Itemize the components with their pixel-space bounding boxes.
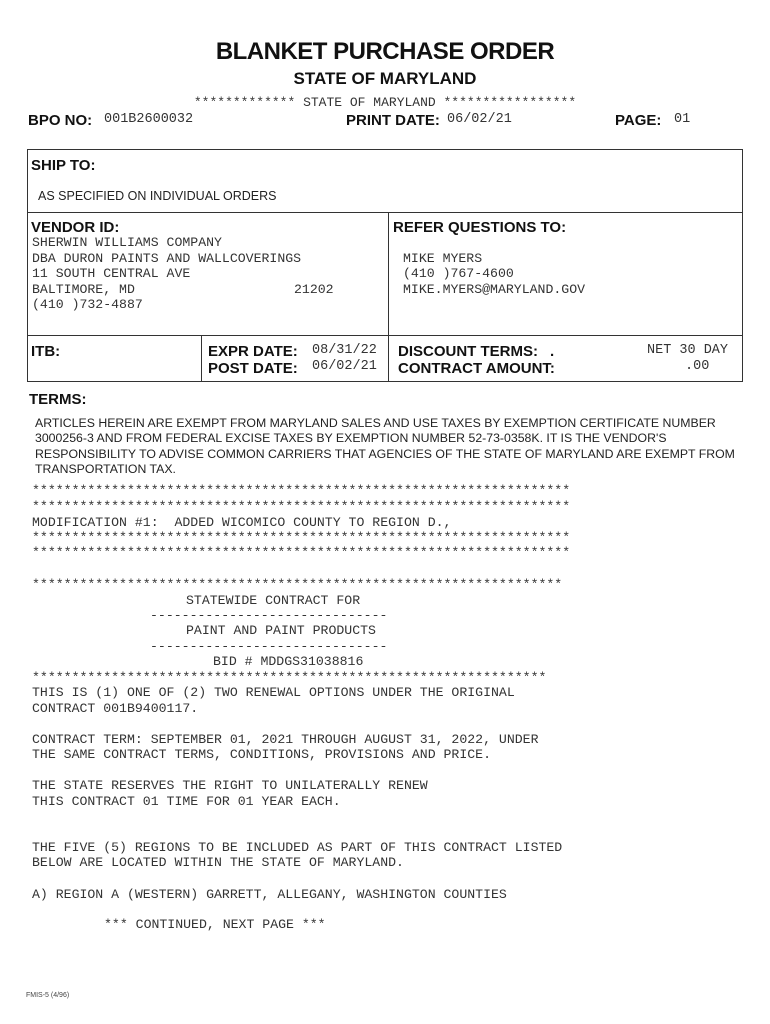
vendor-id-label: VENDOR ID: <box>31 219 120 236</box>
refer-line: (410 )767-4600 <box>403 266 514 281</box>
print-date-label: PRINT DATE: <box>346 112 440 129</box>
ship-to-value: AS SPECIFIED ON INDIVIDUAL ORDERS <box>38 189 277 203</box>
dash-divider: ------------------------------ <box>150 639 388 654</box>
vendor-zip: 21202 <box>294 282 334 297</box>
bid-number: BID # MDDGS31038816 <box>213 654 364 669</box>
page-value: 01 <box>674 112 691 127</box>
terms-label: TERMS: <box>29 391 87 408</box>
contract-term-text: THE SAME CONTRACT TERMS, CONDITIONS, PROVISIONS AND PRICE. <box>32 747 491 762</box>
state-banner: ************* STATE OF MARYLAND ***************** <box>193 95 577 110</box>
vendor-line: SHERWIN WILLIAMS COMPANY <box>32 235 222 250</box>
vendor-line: BALTIMORE, MD <box>32 282 135 297</box>
discount-terms-dot: . <box>550 343 555 360</box>
asterisk-divider: ******************************************************************** <box>32 483 571 498</box>
ship-to-label: SHIP TO: <box>31 157 96 174</box>
continued-note: *** CONTINUED, NEXT PAGE *** <box>104 917 326 932</box>
expr-date-label: EXPR DATE: <box>208 343 298 360</box>
contract-amount-label: CONTRACT AMOUNT: <box>398 360 555 377</box>
dash-divider: ------------------------------ <box>150 608 388 623</box>
document-subtitle: STATE OF MARYLAND <box>293 69 477 88</box>
refer-line: MIKE.MYERS@MARYLAND.GOV <box>403 282 586 297</box>
renew-right-text: THIS CONTRACT 01 TIME FOR 01 YEAR EACH. <box>32 794 341 809</box>
contract-amount-value: .00 <box>685 359 710 374</box>
bpo-number-value: 001B2600032 <box>104 112 194 127</box>
asterisk-divider: ******************************************************************** <box>32 499 571 514</box>
modification-note: MODIFICATION #1: ADDED WICOMICO COUNTY TO REGION D., <box>32 515 452 530</box>
regions-text: BELOW ARE LOCATED WITHIN THE STATE OF MARYLAND. <box>32 855 404 870</box>
expr-date-value: 08/31/22 <box>312 343 377 358</box>
refer-line: MIKE MYERS <box>403 251 483 266</box>
asterisk-divider: ***************************************************************** <box>32 670 547 685</box>
bpo-number-label: BPO NO: <box>28 112 93 129</box>
region-a-text: A) REGION A (WESTERN) GARRETT, ALLEGANY, WASHINGTON COUNTIES <box>32 887 507 902</box>
form-number: FMIS-5 (4/96) <box>26 992 70 999</box>
regions-text: THE FIVE (5) REGIONS TO BE INCLUDED AS PART OF THIS CONTRACT LISTED <box>32 840 563 855</box>
ship-to-box <box>27 149 743 213</box>
terms-text: ARTICLES HEREIN ARE EXEMPT FROM MARYLAND SALES AND USE TAXES BY EXEMPTION CERTIFICATE NUMBER 3000256-3 AND FROM FEDERAL EXCISE TAXES BY EXEMPTION NUMBER 52-73-0358K. IT IS THE VENDOR'S RESPONSIBILITY TO ADVISE COMMON CARRIERS THAT AGENCIES OF THE STATE OF MARYLAND ARE EXEMPT FROM TRANSPORTATION TAX. <box>35 416 735 476</box>
vendor-line: 11 SOUTH CENTRAL AVE <box>32 266 191 281</box>
post-date-label: POST DATE: <box>208 360 298 377</box>
post-date-value: 06/02/21 <box>312 359 377 374</box>
contract-term-text: CONTRACT TERM: SEPTEMBER 01, 2021 THROUGH AUGUST 31, 2022, UNDER <box>32 732 539 747</box>
discount-terms-value: NET 30 DAY <box>647 343 729 358</box>
document-title: BLANKET PURCHASE ORDER <box>215 38 555 65</box>
asterisk-divider: ******************************************************************** <box>32 545 571 560</box>
print-date-value: 06/02/21 <box>447 112 512 127</box>
vendor-line: (410 )732-4887 <box>32 297 143 312</box>
itb-label: ITB: <box>31 343 61 360</box>
renew-right-text: THE STATE RESERVES THE RIGHT TO UNILATERALLY RENEW <box>32 778 428 793</box>
statewide-heading: STATEWIDE CONTRACT FOR <box>186 593 361 608</box>
renewal-text: CONTRACT 001B9400117. <box>32 701 199 716</box>
discount-terms-label: DISCOUNT TERMS: <box>398 343 538 360</box>
renewal-text: THIS IS (1) ONE OF (2) TWO RENEWAL OPTIONS UNDER THE ORIGINAL <box>32 685 515 700</box>
vendor-line: DBA DURON PAINTS AND WALLCOVERINGS <box>32 251 302 266</box>
page-label: PAGE: <box>615 112 662 129</box>
asterisk-divider: ******************************************************************** <box>32 530 571 545</box>
asterisk-divider: ******************************************************************* <box>32 577 563 592</box>
paint-heading: PAINT AND PAINT PRODUCTS <box>186 623 376 638</box>
refer-questions-label: REFER QUESTIONS TO: <box>393 219 567 236</box>
